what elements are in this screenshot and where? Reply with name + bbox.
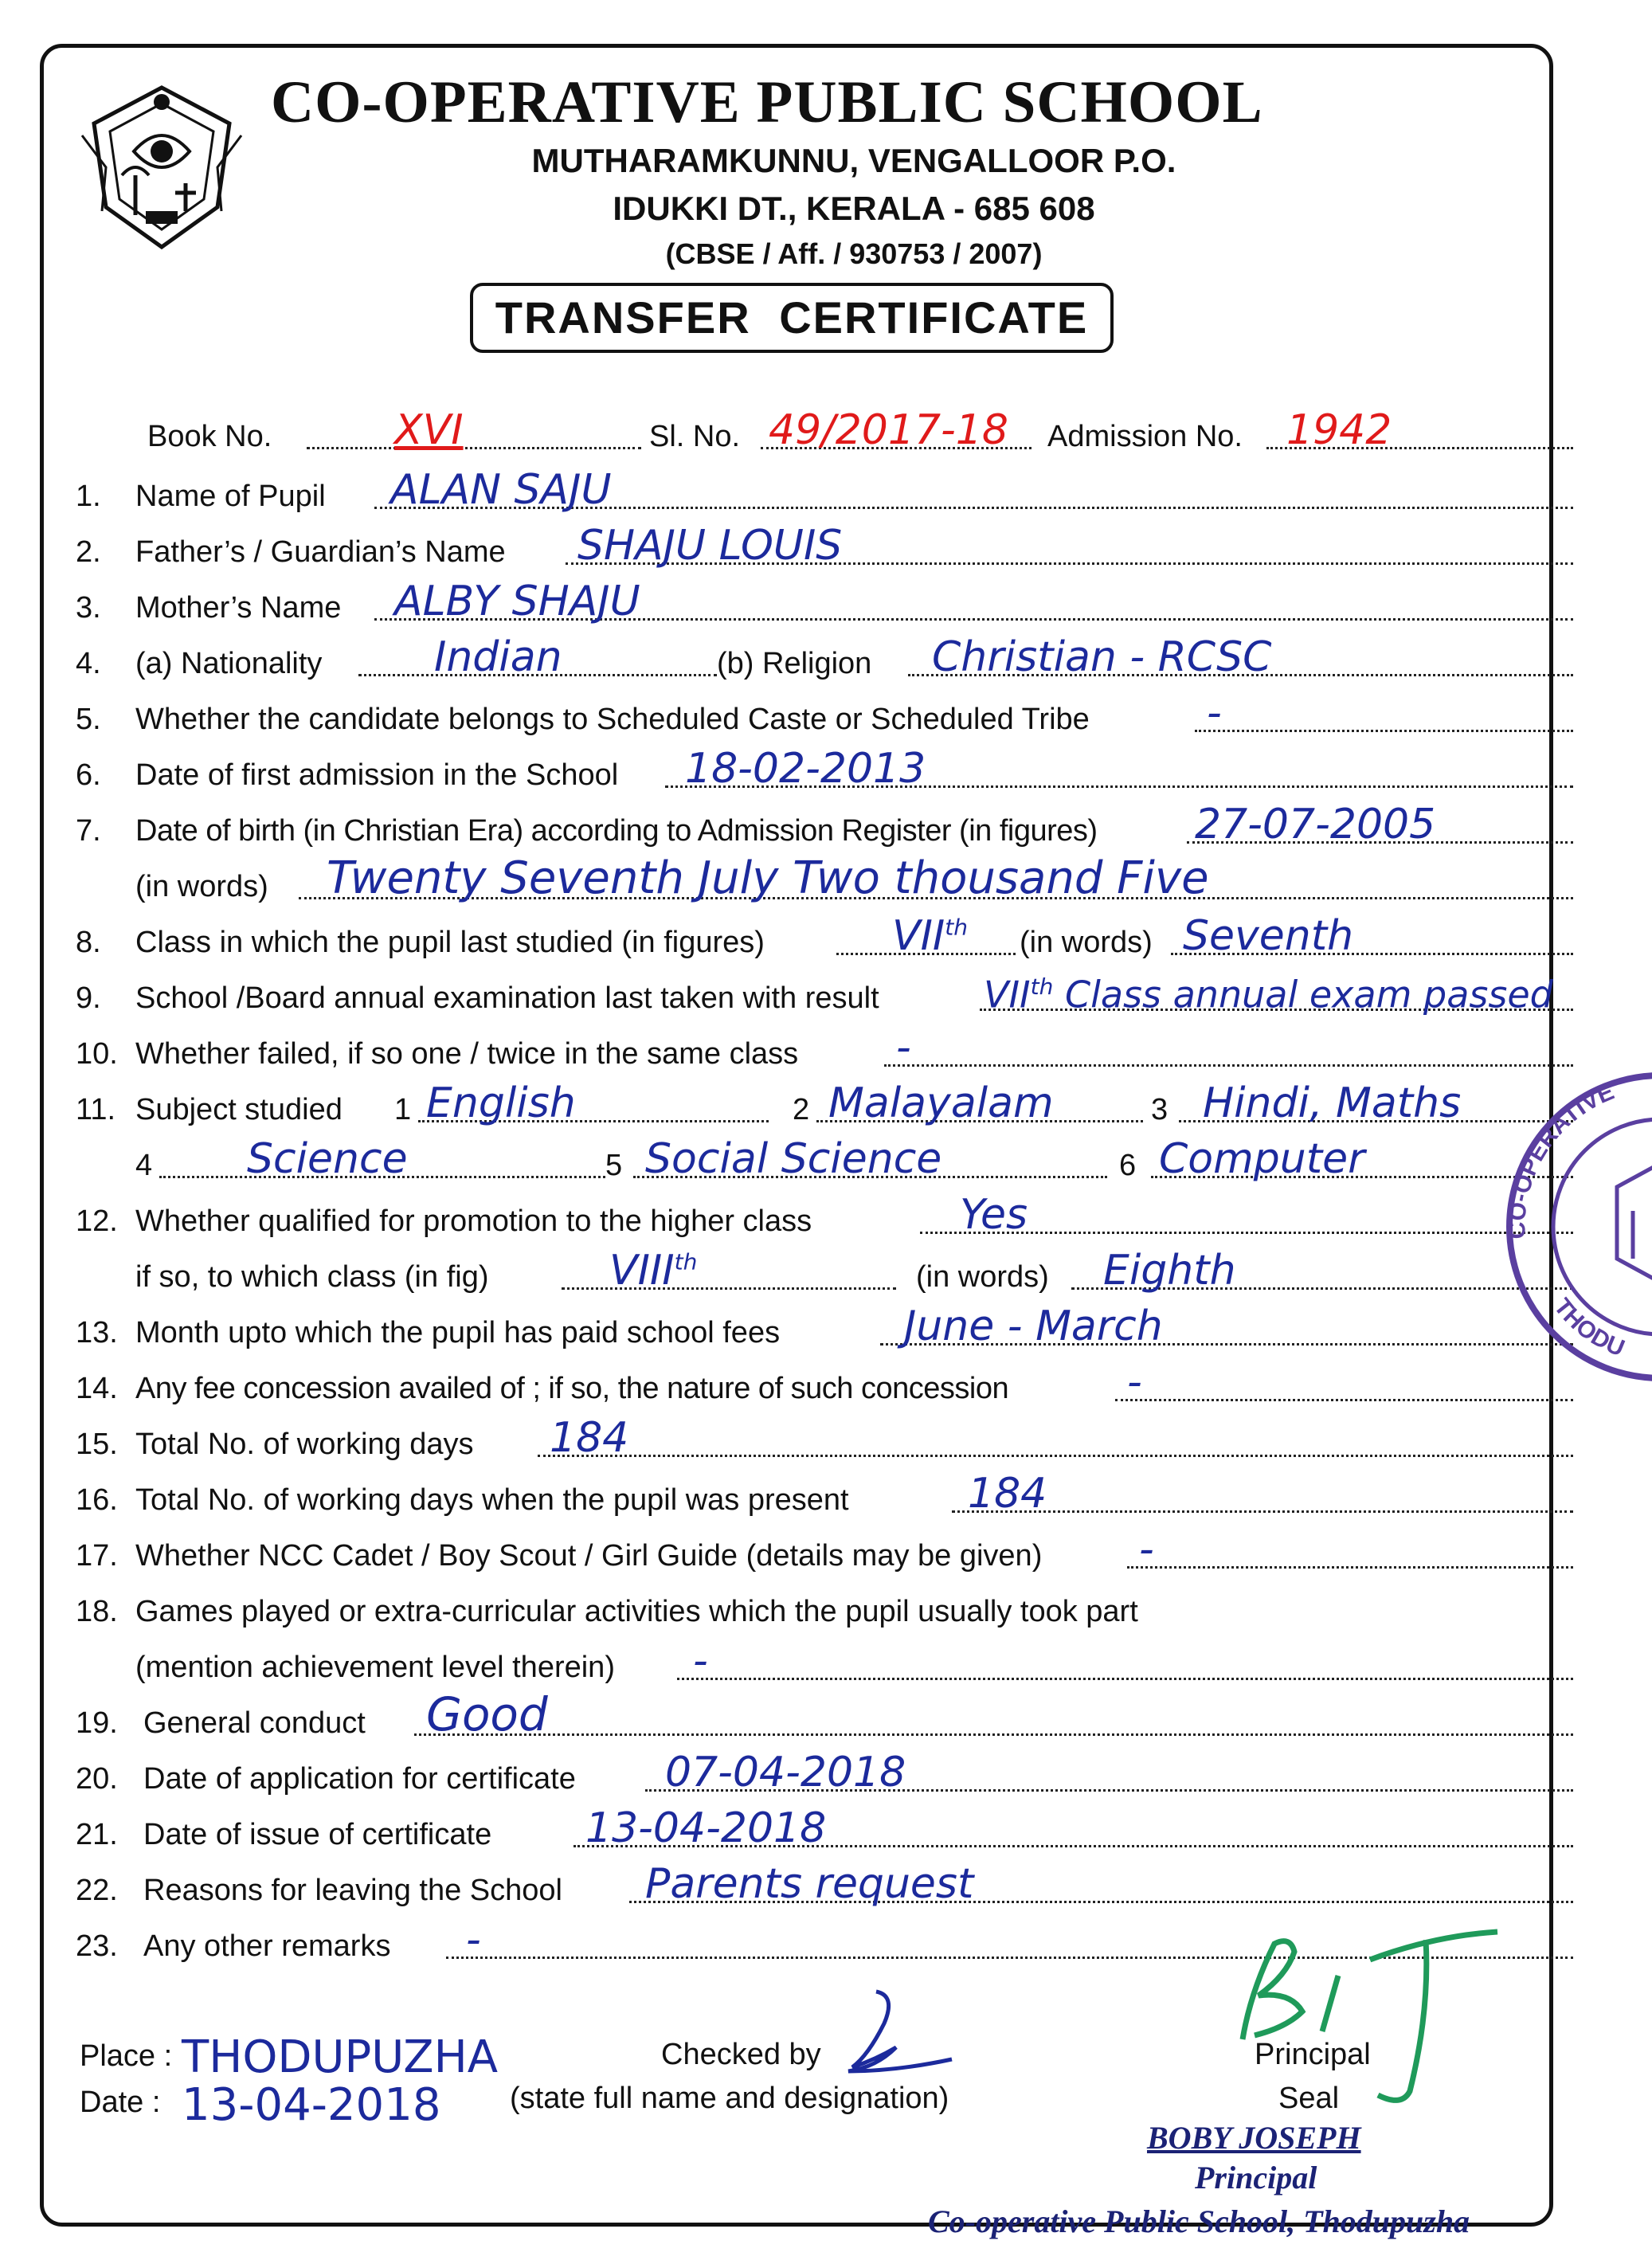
field-number: 13. (76, 1316, 118, 1349)
religion-value: Christian - RCSC (932, 633, 1272, 681)
field-number: 4. (76, 647, 101, 680)
place-label: Place : (80, 2039, 173, 2073)
book-no-label: Book No. (147, 420, 272, 453)
field-label: Father’s / Guardian’s Name (135, 535, 506, 569)
svg-text:CO-OPERATIVE (1504, 1079, 1618, 1240)
field-number: 5. (76, 703, 101, 736)
field-label: Whether NCC Cadet / Boy Scout / Girl Guide (details may be given) (135, 1539, 1043, 1573)
failed-value: - (896, 1024, 911, 1071)
field-number: 21. (76, 1818, 118, 1851)
school-address-line2: IDUKKI DT., KERALA - 685 608 (613, 190, 1095, 227)
field-label: Date of issue of certificate (143, 1818, 492, 1851)
field-number: 22. (76, 1874, 118, 1907)
promotion-value: Yes (960, 1191, 1028, 1239)
date-label: Date : (80, 2086, 161, 2119)
remarks-value: - (466, 1916, 481, 1964)
field-label: Mother’s Name (135, 591, 342, 625)
field-label: Whether the candidate belongs to Scheduled Caste or Scheduled Tribe (135, 703, 1090, 736)
last-class-figures: VII (892, 912, 945, 960)
school-round-seal (1497, 1067, 1652, 1394)
field-number: 14. (76, 1372, 118, 1405)
subject-number: 2 (793, 1093, 810, 1126)
field-number: 18. (76, 1595, 118, 1628)
last-exam-class: VII (984, 973, 1031, 1016)
dob-words-value: Twenty Seventh July Two thousand Five (327, 852, 1209, 904)
seal-text-bottom: THODU (1548, 1293, 1629, 1362)
nationality-value: Indian (434, 633, 562, 681)
principal-signature (1219, 1912, 1521, 2119)
field-number: 17. (76, 1539, 118, 1573)
subject-3: Hindi, Maths (1203, 1079, 1462, 1127)
fee-concession-value: - (1127, 1358, 1142, 1406)
field-number: 12. (76, 1205, 118, 1238)
field-label: Any fee concession availed of ; if so, the nature of such concession (135, 1372, 1009, 1405)
field-label: Subject studied (135, 1093, 343, 1126)
field-number: 3. (76, 591, 101, 625)
field-number: 15. (76, 1428, 118, 1461)
field-label: Month upto which the pupil has paid school fees (135, 1316, 781, 1349)
stamp-school: Co-operative Public School, Thodupuzha (928, 2203, 1470, 2239)
last-class-words-label: (in words) (1020, 926, 1153, 959)
issue-date-value: 13-04-2018 (585, 1804, 827, 1852)
application-date-value: 07-04-2018 (665, 1749, 906, 1796)
field-number: 9. (76, 981, 101, 1015)
dob-words-label: (in words) (135, 870, 268, 903)
leaving-reason-value: Parents request (645, 1860, 974, 1908)
achievement-label: (mention achievement level therein) (135, 1651, 615, 1684)
field-number: 20. (76, 1762, 118, 1796)
conduct-value: Good (426, 1687, 548, 1741)
subject-6: Computer (1159, 1135, 1365, 1183)
admission-no-value: 1942 (1286, 406, 1392, 454)
promotion-class-suffix: th (674, 1248, 698, 1275)
seal-text-top: CO-OPERATIVE (1504, 1078, 1619, 1240)
stamp-name: BOBY JOSEPH (1147, 2120, 1361, 2156)
field-label: Date of application for certificate (143, 1762, 576, 1796)
subject-2: Malayalam (828, 1079, 1054, 1127)
last-exam-value (984, 973, 1553, 1016)
sl-no-label: Sl. No. (649, 420, 741, 453)
date-value: 13-04-2018 (182, 2079, 441, 2131)
pupil-name-value: ALAN SAJU (390, 466, 612, 514)
field-label: (a) Nationality (135, 647, 323, 680)
fees-paid-value: June - March (904, 1302, 1163, 1350)
promotion-class-label: if so, to which class (in fig) (135, 1260, 489, 1294)
days-present-value: 184 (968, 1470, 1047, 1518)
field-number: 11. (76, 1093, 116, 1126)
promotion-class-figures (609, 1247, 698, 1295)
promotion-words-value: Eighth (1103, 1247, 1236, 1295)
school-name: CO-OPERATIVE PUBLIC SCHOOL (271, 69, 1263, 135)
school-address-line1: MUTHARAMKUNNU, VENGALLOOR P.O. (531, 142, 1176, 179)
stamp-title: Principal (1195, 2160, 1317, 2196)
sc-st-value: - (1207, 689, 1222, 737)
ncc-value: - (1139, 1526, 1154, 1573)
working-days-value: 184 (550, 1414, 629, 1462)
field-label: Date of first admission in the School (135, 758, 619, 792)
seal-label: Seal (1278, 2082, 1340, 2115)
admission-no-label: Admission No. (1047, 420, 1243, 453)
book-no-value: XVI (394, 406, 464, 454)
field-label: Any other remarks (143, 1929, 391, 1963)
field-label: Total No. of working days (135, 1428, 474, 1461)
field-number: 7. (76, 814, 101, 848)
subject-number: 6 (1119, 1149, 1137, 1182)
field-number: 23. (76, 1929, 118, 1963)
field-label: Whether failed, if so one / twice in the same class (135, 1037, 799, 1071)
subject-4: Science (247, 1135, 408, 1183)
subject-5: Social Science (645, 1135, 942, 1183)
first-admission-value: 18-02-2013 (685, 745, 926, 793)
place-value: THODUPUZHA (182, 2031, 499, 2083)
checked-by-label: Checked by (661, 2038, 821, 2071)
last-class-figures-value (892, 912, 968, 960)
checked-by-note: (state full name and designation) (510, 2082, 949, 2115)
field-label: School /Board annual examination last taken with result (135, 981, 879, 1015)
subject-number: 4 (135, 1149, 153, 1182)
principal-label: Principal (1255, 2038, 1371, 2071)
field-number: 2. (76, 535, 101, 569)
mother-name-value: ALBY SHAJU (394, 578, 640, 625)
field-label: Name of Pupil (135, 480, 326, 513)
certificate-title: TRANSFER CERTIFICATE (470, 283, 1114, 353)
promotion-words-label: (in words) (916, 1260, 1049, 1294)
subject-number: 5 (605, 1149, 623, 1182)
affiliation-number: (CBSE / Aff. / 930753 / 2007) (665, 237, 1043, 270)
field-label: Date of birth (in Christian Era) according to Admission Register (in figures) (135, 814, 1098, 848)
field-number: 6. (76, 758, 101, 792)
field-number: 10. (76, 1037, 118, 1071)
field-label: Whether qualified for promotion to the higher class (135, 1205, 812, 1238)
subject-1: English (426, 1079, 576, 1127)
last-class-suffix: th (945, 914, 968, 941)
checker-signature (820, 1984, 956, 2087)
last-exam-result: Class annual exam passed (1064, 973, 1553, 1016)
subject-number: 1 (394, 1093, 412, 1126)
field-number: 19. (76, 1706, 118, 1740)
field-label: Reasons for leaving the School (143, 1874, 562, 1907)
field-label: Games played or extra-curricular activities which the pupil usually took part (135, 1595, 1138, 1628)
guardian-name-value: SHAJU LOUIS (577, 522, 843, 570)
sl-no-value: 49/2017-18 (769, 406, 1008, 454)
games-value: - (693, 1637, 708, 1685)
field-number: 16. (76, 1483, 118, 1517)
promotion-class-number: VIII (609, 1247, 675, 1295)
field-label: Class in which the pupil last studied (in figures) (135, 926, 765, 959)
subject-number: 3 (1151, 1093, 1169, 1126)
last-exam-suffix: th (1030, 973, 1054, 1000)
field-label: General conduct (143, 1706, 366, 1740)
field-label: Total No. of working days when the pupil was present (135, 1483, 849, 1517)
field-number: 1. (76, 480, 101, 513)
field-number: 8. (76, 926, 101, 959)
last-class-words-value: Seventh (1183, 912, 1354, 960)
religion-label: (b) Religion (717, 647, 872, 680)
dob-figures-value: 27-07-2005 (1195, 801, 1436, 848)
